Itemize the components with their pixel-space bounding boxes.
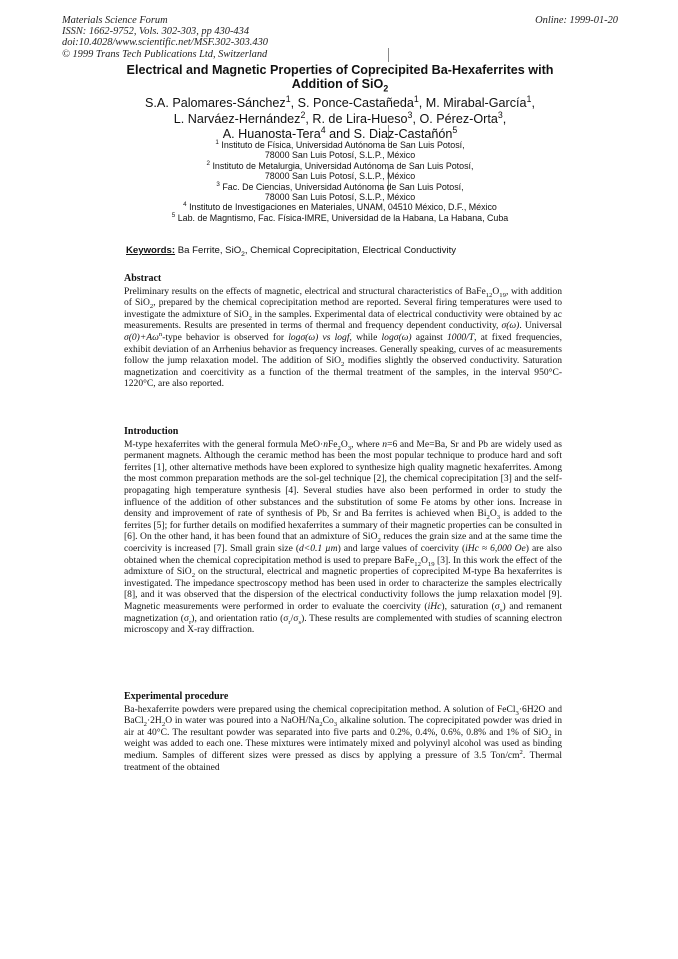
author-affil: 5: [452, 124, 458, 135]
affil-number: 5: [171, 211, 176, 219]
experimental-text: Ba-hexaferrite powders were prepared using the chemical coprecipitation method. A solution of FeCl$_3$·6H2O and $BaCl_2\cdot 2H_2O$ in water was poured into a NaOH/$Na_2Co_3$ alkaline solution. The coprecipitated powder was dried in air at 40°C. The resultant powder was separated into five parts and 0.2%, 0.4%, 0.6%, 0.8% and 1% of SiO$_2$ in weight was added to each one. These mixtures were intimately mixed and polyvinyl alcohol was used as binding medium. Samples of different sizes were pressed as discs by applying a pressure of 3.5 Ton/$cm^2$. Thermal treatment of the obtained: [124, 703, 562, 773]
author: S. Diaz-Castañón: [353, 127, 453, 141]
affil-line: 78000 San Luis Potosí, S.L.P., México: [264, 171, 416, 182]
keywords-text: Ba Ferrite, SiO: [177, 245, 242, 256]
journal-name: Materials Science Forum: [62, 15, 168, 26]
copyright-line: © 1999 Trans Tech Publications Ltd, Switzerland: [62, 48, 268, 60]
abstract-heading: Abstract: [124, 273, 162, 284]
affil-line: Fac. De Ciencias, Universidad Autónoma de San Luis Potosí,: [222, 181, 464, 192]
author: M. Mirabal-García: [425, 96, 527, 110]
abstract-text: Preliminary results on the effects of magnetic, electrical and structural characteristics of $BaFe_{12}O_{19}$, with addition of SiO$_2$, prepared by the chemical coprecipitation method are reported. Several firing temperatures were used to investigate the admixture of SiO$_2$ in the samples. Experimental data of electrical conductivity were obtained by ac measurements. Results are presented in terms of thermal and frequency dependent conductivity, σ(ω). Universal $\sigma(0)+A\omega^n$-type behavior is observed for logσ(ω) vs logf, while logσ(ω) against 1000/T, at fixed frequencies, exhibit deviation of an Arrhenius behavior as frequency increases. Generally speaking, curves of ac measurements follow the jump relaxation model. The addition of SiO$_2$ modifies slightly the observed conductivity. Saturation magnetization and coercitivity as a function of the thermal treatment of the samples, in the interval 950°C-1220°C, are also reported.: [124, 285, 563, 390]
author-affil: 2: [300, 109, 306, 120]
affil-number: 3: [216, 180, 220, 188]
author-conjunction: and: [329, 127, 351, 141]
title-text: Addition of SiO: [291, 77, 384, 91]
affil-line: 78000 San Luis Potosí, S.L.P., México: [264, 192, 416, 203]
affil-line: Instituto de Física, Universidad Autónoma de San Luis Potosí,: [221, 140, 465, 150]
author-affil: 4: [320, 124, 326, 135]
title-subscript: 2: [383, 83, 389, 94]
author: R. de Lira-Hueso: [312, 111, 408, 126]
author: S.A. Palomares-Sánchez: [145, 96, 286, 110]
experimental-section: [124, 691, 562, 773]
keywords-label: Keywords:: [126, 245, 176, 256]
affil-line: Instituto de Metalurgia, Universidad Autónoma de San Luis Potosí,: [212, 160, 474, 171]
abstract-section: [124, 273, 562, 390]
author: S. Ponce-Castañeda: [297, 96, 414, 110]
keywords-subscript: 2: [241, 250, 245, 258]
author: O. Pérez-Orta: [419, 111, 498, 126]
paper-title: [70, 63, 610, 94]
affil-number: 4: [183, 201, 187, 209]
author-affil: 3: [407, 109, 413, 120]
margin-mark: [388, 48, 389, 62]
title-line-1: Electrical and Magnetic Properties of Coprecipited Ba-Hexaferrites with: [126, 63, 554, 77]
experimental-heading: Experimental procedure: [124, 691, 229, 702]
author-affil: 1: [413, 93, 419, 104]
issn-line: ISSN: 1662-9752, Vols. 302-303, pp 430-434: [62, 26, 250, 38]
introduction-section: [124, 426, 562, 636]
doi-line: doi:10.4028/www.scientific.net/MSF.302-303.430: [62, 37, 268, 49]
keywords-text: , Chemical Coprecipitation, Electrical Conductivity: [244, 245, 457, 256]
affil-number: 2: [206, 159, 210, 167]
author-list: S.A. Palomares-Sánchez$^1$, S. Ponce-Castañeda$^1$, M. Mirabal-García$^1$, L. Narváez-Hernández$^2$, R. de Lira-Hueso$^3$, O. Pérez-Orta$^3$, A. Huanosta-Tera$^4$ and S. Diaz-Castañón$^5$: [145, 93, 535, 141]
affil-line: 78000 San Luis Potosí, S.L.P., México: [264, 150, 416, 161]
author-affil: 3: [497, 109, 503, 120]
author: L. Narváez-Hernández: [173, 111, 301, 126]
journal-header: [62, 15, 622, 60]
author-affil: 1: [526, 93, 532, 104]
introduction-heading: Introduction: [124, 426, 179, 437]
affil-line: Lab. de Magntismo, Fac. Física-IMRE, Universidad de la Habana, La Habana, Cuba: [177, 212, 509, 223]
author: A. Huanosta-Tera: [222, 127, 321, 141]
affil-number: 1: [215, 139, 219, 147]
title-line-2: [70, 77, 610, 94]
affil-line: Instituto de Investigaciones en Materiales, UNAM, 04510 México, D.F., México: [189, 202, 497, 213]
introduction-text: M-type hexaferrites with the general formula $MeO\cdot nFe_2O_3$, where n=6 and Me=Ba, Sr and Pb are widely used as permanent magnets. Although the ceramic method has been the most popular technique to produce hard and soft ferrites [1], other alternative methods have been explored to synthesize high quality magnetic hexaferrites. Among the most common preparation methods are the sol-gel technique [2], the chemical coprecipitation [3] and the self-propagating high temperature synthesis [4]. Several studies have also been performed in order to study the influence of the addition of other substances and the substitution of some Fe atoms by other ions. Increase in density and improvement of rate of synthesis of Pb, Sr and Ba ferrites is achieved when $Bi_2O_3$ is added to the ferrites [5]; for further details on modified hexaferrites a summary of their magnetic properties can be consulted in [6]. On the other hand, it has been found that an admixture of SiO$_2$ reduces the grain size and at the same time the coercivity is increased [7]. Small grain size (d<0.1 µm) and large values of coercivity (iHc ≈ 6,000 Oe) are also obtained when the chemical coprecipitation method is used to prepare $BaFe_{12}O_{19}$ [3]. In this work the effect of the admixture of SiO$_2$ on the structural, electrical and magnetic properties of coprecipited M-type Ba hexaferrites is investigated. The impedance spectroscopy method has been used in order to characterize the samples electrically [8], and it was observed that the dispersion of the electrical conductivity follows the jump relaxation model [9]. Magnetic measurements were performed in order to evaluate the coercivity (iHc), saturation $(\sigma_s)$ and remanent magnetization $(\sigma_r)$, and orientation ratio $(\sigma_r/\sigma_s)$. These results are complemented with studies of scanning electron microscopy and X-ray diffraction.: [124, 438, 563, 636]
author-affil: 1: [285, 93, 291, 104]
online-date: Online: 1999-01-20: [535, 15, 618, 26]
affiliations: [70, 140, 610, 223]
keywords: [126, 245, 626, 256]
